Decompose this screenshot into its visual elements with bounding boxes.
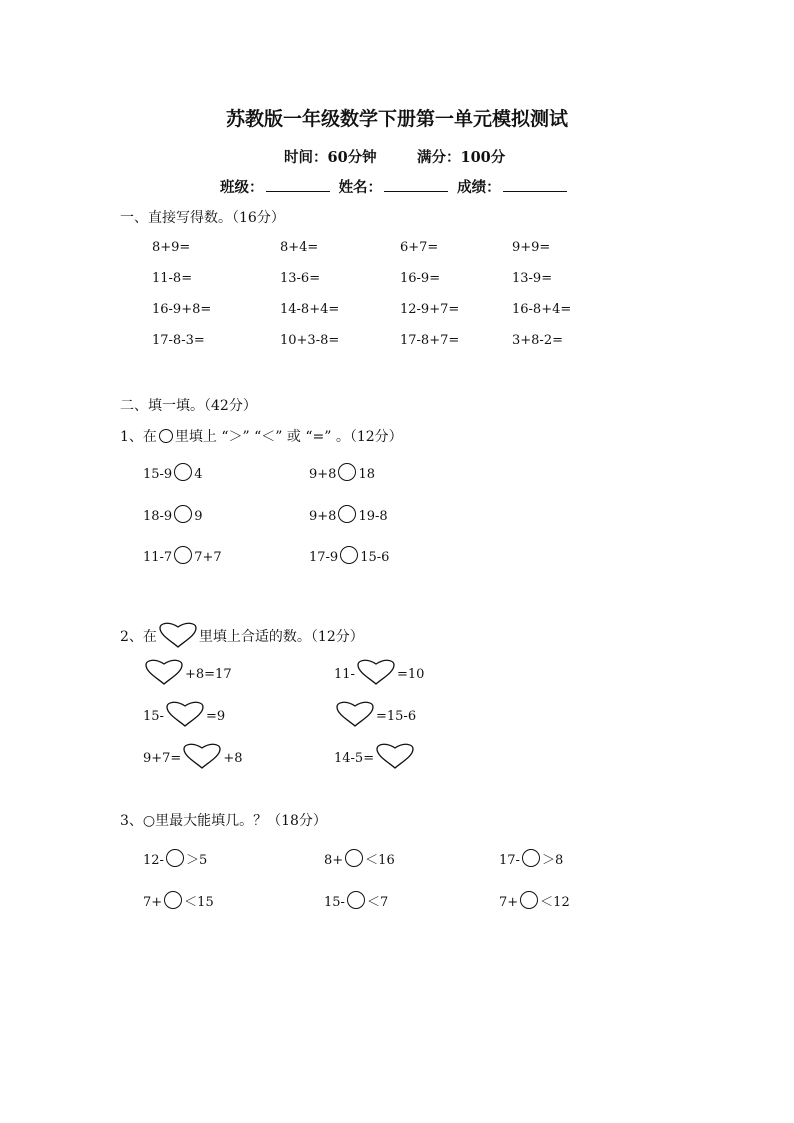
- arith-item: 3+8-2=: [512, 333, 563, 348]
- name-label: 姓名：: [338, 179, 383, 196]
- max-fill-item: 8+ ＜16: [324, 849, 395, 868]
- score-label: 成绩：: [457, 179, 501, 196]
- arith-item: 16-9=: [400, 271, 441, 286]
- answer-heart[interactable]: [357, 659, 395, 685]
- answer-heart[interactable]: [166, 701, 204, 727]
- arith-item: 13-6=: [280, 271, 321, 286]
- answer-heart[interactable]: [145, 659, 183, 685]
- student-info-row: [220, 176, 571, 197]
- max-fill-item: 12- ＞5: [143, 849, 207, 868]
- compare-item: 17-9 15-6: [309, 546, 389, 565]
- answer-circle[interactable]: [338, 505, 356, 523]
- answer-circle[interactable]: [174, 546, 192, 564]
- arith-item: 17-8-3=: [152, 333, 205, 348]
- arith-item: 12-9+7=: [400, 302, 460, 317]
- fill-item: 15- =9: [143, 701, 225, 727]
- answer-circle[interactable]: [164, 891, 182, 909]
- compare-item: 18-9 9: [143, 505, 203, 524]
- q1-instruction: 1、在 里填上 “＞” “＜” 或 “=” 。（12分）: [120, 429, 403, 445]
- page-title: 苏教版一年级数学下册第一单元模拟测试: [225, 108, 568, 130]
- score-blank[interactable]: [503, 177, 567, 192]
- arith-item: 8+4=: [280, 240, 319, 255]
- answer-circle[interactable]: [338, 463, 356, 481]
- answer-circle[interactable]: [174, 463, 192, 481]
- arith-item: 9+9=: [512, 240, 551, 255]
- q2-instruction: 2、在 里填上合适的数。（12分）: [120, 622, 364, 648]
- circle-icon: [159, 429, 173, 443]
- max-fill-item: 7+ ＜12: [499, 891, 570, 910]
- arith-item: 16-9+8=: [152, 302, 212, 317]
- class-label: 班级：: [220, 179, 264, 196]
- answer-circle[interactable]: [347, 891, 365, 909]
- answer-heart[interactable]: [376, 743, 414, 769]
- class-blank[interactable]: [266, 177, 330, 192]
- fill-item: 11- =10: [334, 659, 424, 685]
- section-2-heading: 二、填一填。（42分）: [120, 398, 257, 414]
- answer-circle[interactable]: [166, 849, 184, 867]
- answer-circle[interactable]: [174, 505, 192, 523]
- answer-heart[interactable]: [183, 743, 221, 769]
- max-fill-item: 17- ＞8: [499, 849, 563, 868]
- arith-item: 6+7=: [400, 240, 439, 255]
- answer-circle[interactable]: [520, 891, 538, 909]
- arith-item: 11-8=: [152, 271, 193, 286]
- answer-circle[interactable]: [522, 849, 540, 867]
- q3-instruction: 3、○里最大能填几。？（18分）: [120, 813, 327, 829]
- arith-item: 13-9=: [512, 271, 553, 286]
- answer-heart[interactable]: [336, 701, 374, 727]
- compare-item: 9+8 19-8: [309, 505, 388, 524]
- fill-item: 14-5=: [334, 743, 416, 769]
- full-marks-info: 满分：100分: [417, 149, 506, 166]
- fill-item: +8=17: [143, 659, 232, 685]
- name-blank[interactable]: [384, 177, 448, 192]
- max-fill-item: 7+ ＜15: [143, 891, 214, 910]
- arith-item: 17-8+7=: [400, 333, 460, 348]
- max-fill-item: 15- ＜7: [324, 891, 388, 910]
- answer-circle[interactable]: [345, 849, 363, 867]
- compare-item: 11-7 7+7: [143, 546, 222, 565]
- compare-item: 9+8 18: [309, 463, 375, 482]
- arith-item: 8+9=: [152, 240, 191, 255]
- arith-item: 14-8+4=: [280, 302, 340, 317]
- arith-item: 16-8+4=: [512, 302, 572, 317]
- heart-icon: [159, 622, 197, 648]
- section-1-heading: 一、直接写得数。（16分）: [120, 210, 285, 226]
- fill-item: 9+7= +8: [143, 743, 243, 769]
- compare-item: 15-9 4: [143, 463, 203, 482]
- arith-item: 10+3-8=: [280, 333, 340, 348]
- time-info: 时间：60分钟: [284, 149, 377, 166]
- fill-item: =15-6: [334, 701, 416, 727]
- answer-circle[interactable]: [340, 546, 358, 564]
